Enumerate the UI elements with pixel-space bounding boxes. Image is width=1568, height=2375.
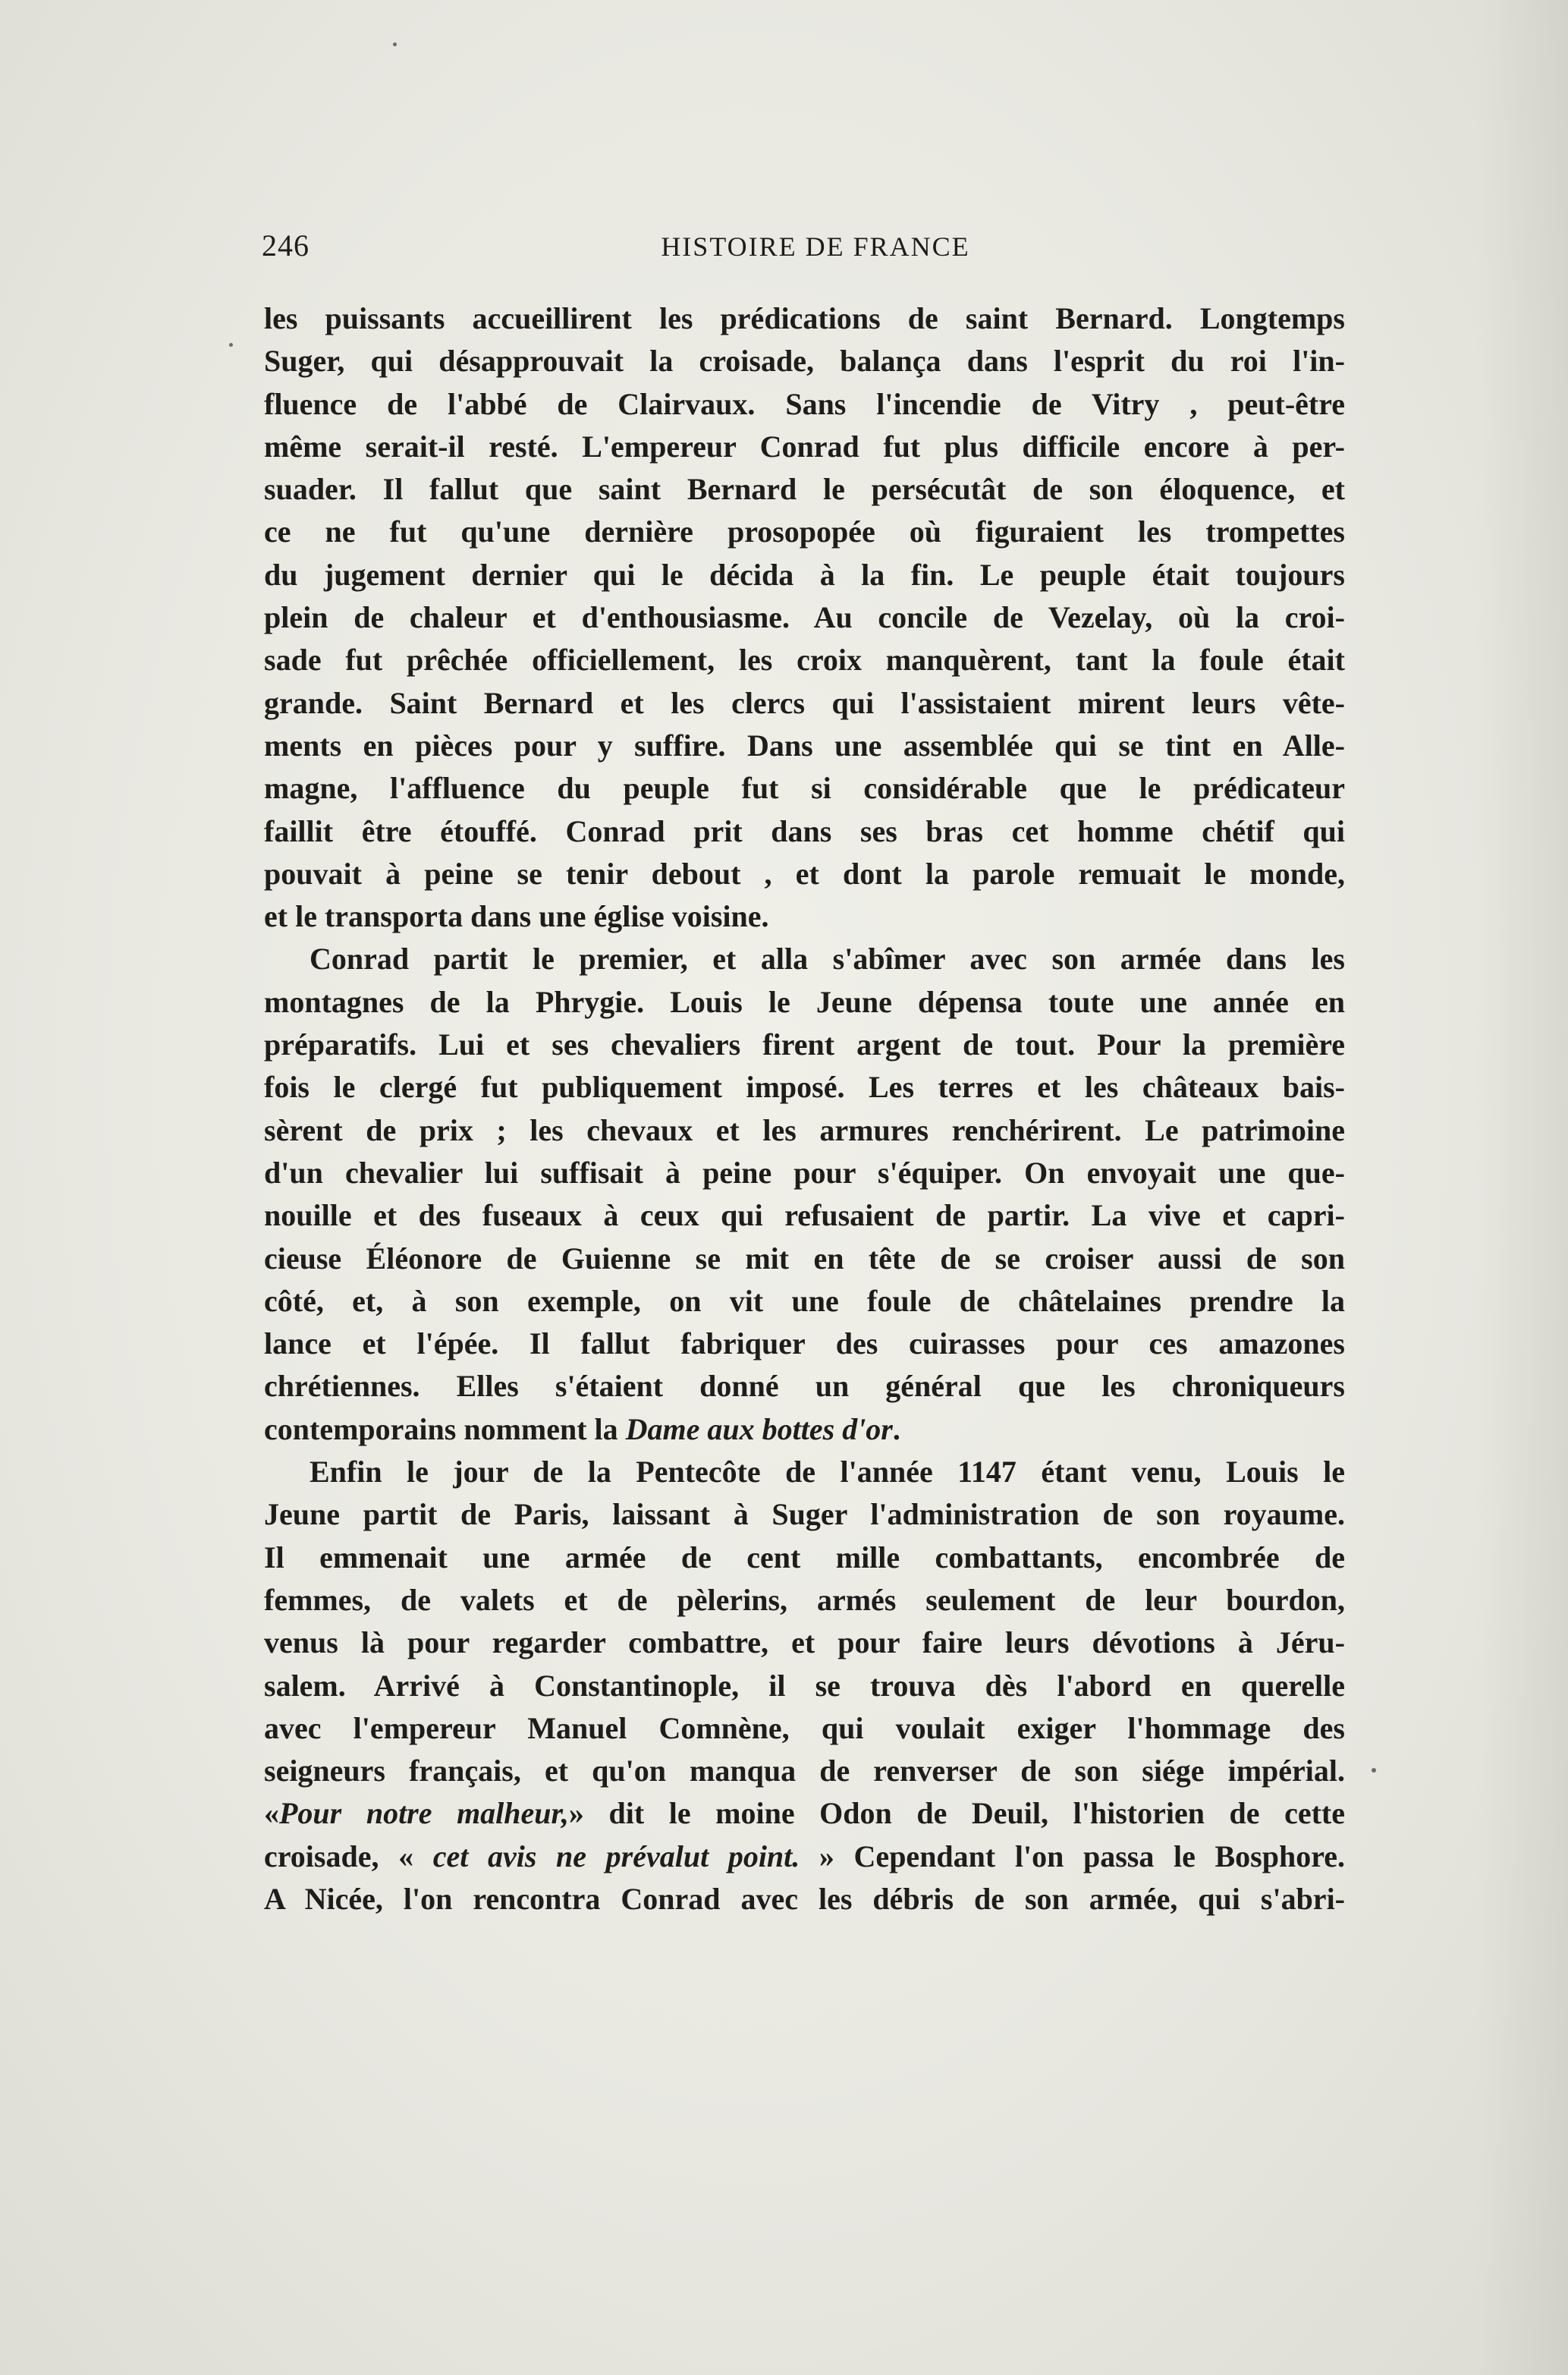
text-line: cieuse Éléonore de Guienne se mit en tête de se croiser aussi de son [264,1241,1345,1276]
text-segment: contemporains nomment la [264,1411,626,1446]
text-line: sèrent de prix ; les chevaux et les armures renchérirent. Le patrimoine [264,1112,1345,1147]
text-line: côté, et, à son exemple, on vit une foule de châtelaines prendre la [264,1283,1345,1318]
text-line [264,1408,1345,1451]
text-segment: croisade, « [264,1839,433,1873]
paper-speck [229,343,233,347]
text-line: ce ne fut qu'une dernière prosopopée où figuraient les trompettes [264,514,1345,549]
text-line: A Nicée, l'on rencontra Conrad avec les débris de son armée, qui s'abri- [264,1881,1345,1916]
text-line: chrétiennes. Elles s'étaient donné un général que les chroniqueurs [264,1369,1345,1404]
text-line: grande. Saint Bernard et les clercs qui l'assistaient mirent leurs vête- [264,685,1345,720]
text-line: venus là pour regarder combattre, et pour faire leurs dévotions à Jéru- [264,1625,1345,1660]
text-segment: » dit le moine Odon de Deuil, l'historien de cette [568,1796,1345,1831]
text-line: Conrad partit le premier, et alla s'abîmer avec son armée dans les [310,942,1345,977]
text-line: faillit être étouffé. Conrad prit dans ses bras cet homme chétif qui [264,813,1345,848]
italic-text: Dame aux bottes d'or [625,1411,893,1446]
text-line: salem. Arrivé à Constantinople, il se trouva dès l'abord en querelle [264,1668,1345,1703]
text-line: femmes, de valets et de pèlerins, armés seulement de leur bourdon, [264,1582,1345,1617]
text-line: même serait-il resté. L'empereur Conrad fut plus difficile encore à per- [264,429,1345,464]
text-line: lance et l'épée. Il fallut fabriquer des cuirasses pour ces amazones [264,1326,1345,1361]
text-line: Enfin le jour de la Pentecôte de l'année 1147 étant venu, Louis le [310,1455,1345,1489]
text-line: seigneurs français, et qu'on manqua de renverser de son siége impérial. [264,1754,1345,1788]
page-header [262,228,1339,273]
italic-text: Pour notre malheur, [279,1796,569,1831]
text-line: du jugement dernier qui le décida à la fin. Le peuple était toujours [264,557,1345,592]
text-line: Jeune partit de Paris, laissant à Suger l'administration de son royaume. [264,1497,1345,1532]
text-line: plein de chaleur et d'enthousiasme. Au concile de Vezelay, où la croi- [264,600,1345,635]
text-segment: « [264,1796,279,1831]
body-text [264,297,1345,1920]
text-line [264,1792,1345,1835]
text-line: sade fut prêchée officiellement, les croix manquèrent, tant la foule était [264,643,1345,678]
text-line: préparatifs. Lui et ses chevaliers firent argent de tout. Pour la première [264,1027,1345,1062]
page-number: 246 [262,228,310,263]
text-segment: . [892,1411,900,1446]
text-line: d'un chevalier lui suffisait à peine pour s'équiper. On envoyait une que- [264,1155,1345,1190]
paper-speck [1372,1768,1376,1773]
text-line: ments en pièces pour y suffire. Dans une assemblée qui se tint en Alle- [264,728,1345,763]
text-line: fluence de l'abbé de Clairvaux. Sans l'incendie de Vitry , peut-être [264,386,1345,421]
text-line: montagnes de la Phrygie. Louis le Jeune dépensa toute une année en [264,984,1345,1019]
running-title: HISTOIRE DE FRANCE [661,231,970,262]
text-line: Suger, qui désapprouvait la croisade, balança dans l'esprit du roi l'in- [264,344,1345,379]
text-line: Il emmenait une armée de cent mille combattants, encombrée de [264,1540,1345,1574]
text-line: magne, l'affluence du peuple fut si considérable que le prédicateur [264,771,1345,806]
text-line: pouvait à peine se tenir debout , et dont la parole remuait le monde, [264,856,1345,891]
text-line: nouille et des fuseaux à ceux qui refusaient de partir. La vive et capri- [264,1198,1345,1233]
text-segment: » Cependant l'on passa le Bosphore. [800,1839,1345,1873]
text-line: et le transporta dans une église voisine. [264,899,769,934]
text-line: fois le clergé fut publiquement imposé. Les terres et les châteaux bais- [264,1070,1345,1105]
text-line: les puissants accueillirent les prédications de saint Bernard. Longtemps [264,301,1345,335]
italic-text: cet avis ne prévalut point. [432,1839,800,1873]
text-line [264,1836,1345,1878]
text-line: suader. Il fallut que saint Bernard le persécutât de son éloquence, et [264,472,1345,507]
paper-speck [393,42,397,46]
text-line: avec l'empereur Manuel Comnène, qui voulait exiger l'hommage des [264,1710,1345,1745]
